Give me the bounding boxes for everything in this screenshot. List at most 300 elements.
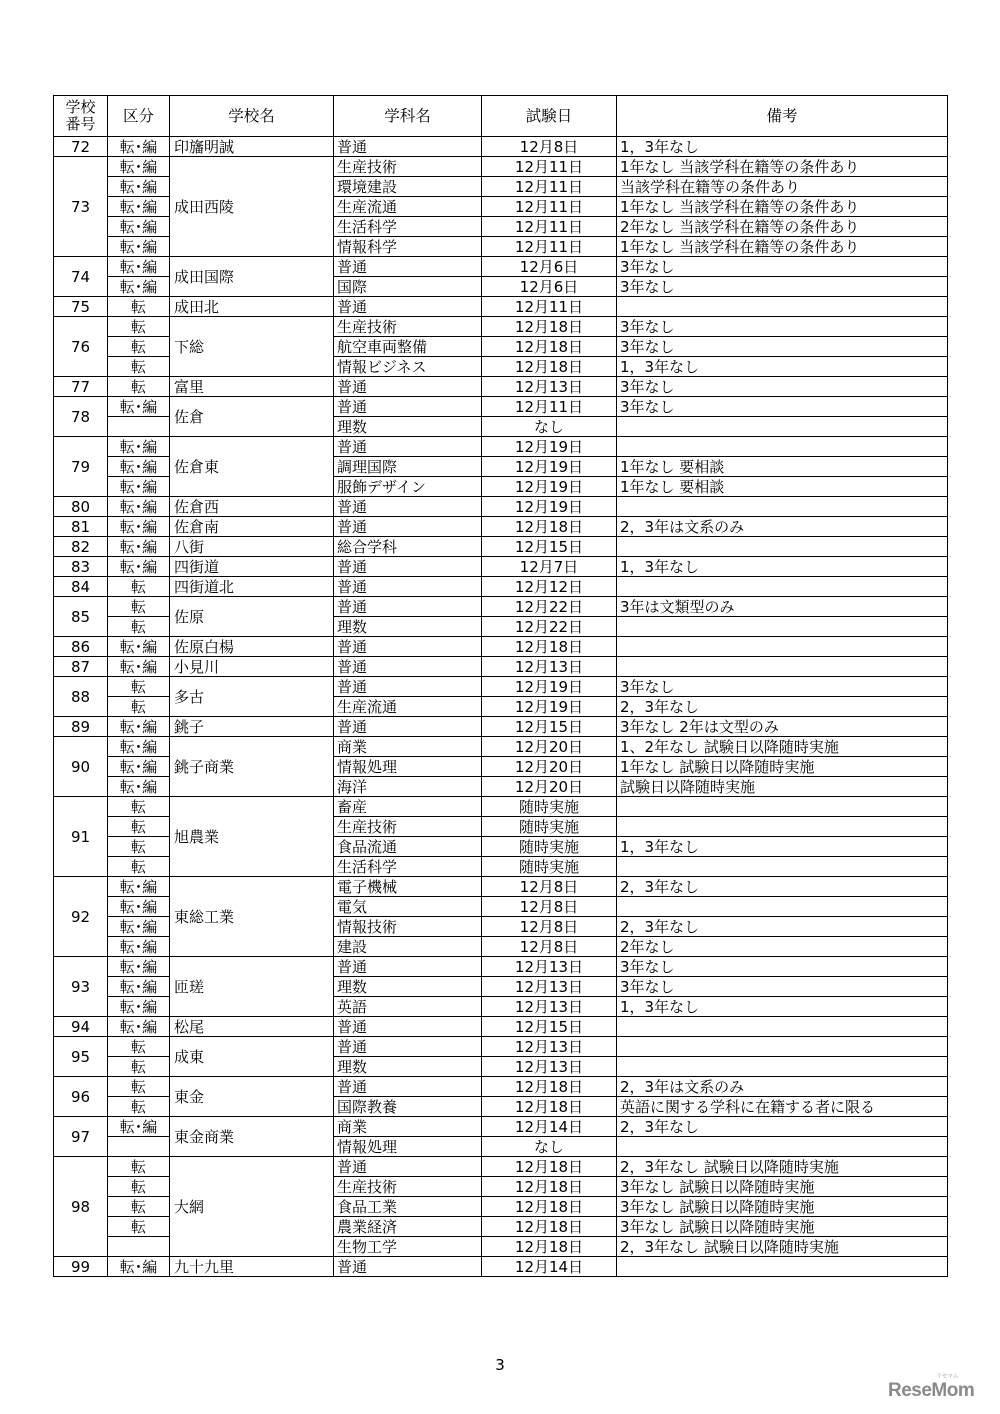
table-row xyxy=(54,1157,948,1177)
school-number-cell: 90 xyxy=(54,737,108,797)
table-row xyxy=(54,737,948,757)
notes-cell: 2，3年なし xyxy=(617,697,948,717)
kubun-cell: 転･編 xyxy=(108,1257,170,1277)
school-number-cell: 73 xyxy=(54,157,108,257)
school-name-cell: 成田西陵 xyxy=(170,157,334,257)
notes-cell: 3年は文類型のみ xyxy=(617,597,948,617)
kubun-cell: 転･編 xyxy=(108,177,170,197)
exam-date-cell: 12月20日 xyxy=(482,777,617,797)
school-name-cell: 大網 xyxy=(170,1157,334,1257)
exam-date-cell: 12月13日 xyxy=(482,997,617,1017)
department-cell: 商業 xyxy=(334,1117,482,1137)
kubun-cell xyxy=(108,1237,170,1257)
department-cell: 普通 xyxy=(334,637,482,657)
kubun-cell: 転･編 xyxy=(108,737,170,757)
exam-date-cell: なし xyxy=(482,1137,617,1157)
exam-date-cell: 12月14日 xyxy=(482,1257,617,1277)
kubun-cell: 転･編 xyxy=(108,497,170,517)
notes-cell xyxy=(617,497,948,517)
notes-cell: 1年なし 当該学科在籍等の条件あり xyxy=(617,237,948,257)
school-name-cell: 九十九里 xyxy=(170,1257,334,1277)
table-row xyxy=(54,257,948,277)
exam-date-cell: 12月18日 xyxy=(482,337,617,357)
department-cell: 普通 xyxy=(334,1017,482,1037)
exam-date-cell: 12月20日 xyxy=(482,737,617,757)
kubun-cell: 転 xyxy=(108,1037,170,1057)
notes-cell: 1年なし 当該学科在籍等の条件あり xyxy=(617,157,948,177)
department-cell: 商業 xyxy=(334,737,482,757)
kubun-cell: 転･編 xyxy=(108,137,170,157)
kubun-cell: 転 xyxy=(108,357,170,377)
notes-cell: 1，3年なし xyxy=(617,837,948,857)
kubun-cell: 転 xyxy=(108,617,170,637)
department-cell: 電気 xyxy=(334,897,482,917)
header-exam-date: 試験日 xyxy=(482,96,617,137)
header-kubun: 区分 xyxy=(108,96,170,137)
school-number-cell: 83 xyxy=(54,557,108,577)
table-row xyxy=(54,137,948,157)
header-school-name: 学校名 xyxy=(170,96,334,137)
notes-cell: 2年なし 当該学科在籍等の条件あり xyxy=(617,217,948,237)
exam-date-cell: 随時実施 xyxy=(482,797,617,817)
notes-cell: 2，3年は文系のみ xyxy=(617,1077,948,1097)
school-name-cell: 成田国際 xyxy=(170,257,334,297)
exam-date-cell: 12月11日 xyxy=(482,397,617,417)
notes-cell: 1年なし 要相談 xyxy=(617,477,948,497)
table-row xyxy=(54,377,948,397)
kubun-cell: 転･編 xyxy=(108,757,170,777)
department-cell: 情報処理 xyxy=(334,757,482,777)
school-name-cell: 東金商業 xyxy=(170,1117,334,1157)
exam-date-cell: 12月18日 xyxy=(482,357,617,377)
department-cell: 環境建設 xyxy=(334,177,482,197)
exam-date-cell: 12月6日 xyxy=(482,277,617,297)
school-name-cell: 東総工業 xyxy=(170,877,334,957)
table-row xyxy=(54,637,948,657)
table-row xyxy=(54,1117,948,1137)
department-cell: 建設 xyxy=(334,937,482,957)
notes-cell xyxy=(617,417,948,437)
exam-date-cell: 12月18日 xyxy=(482,1157,617,1177)
department-cell: 畜産 xyxy=(334,797,482,817)
notes-cell: 3年なし xyxy=(617,317,948,337)
school-number-cell: 98 xyxy=(54,1157,108,1257)
kubun-cell: 転･編 xyxy=(108,637,170,657)
kubun-cell: 転 xyxy=(108,597,170,617)
table-row xyxy=(54,797,948,817)
exam-date-cell: 12月22日 xyxy=(482,597,617,617)
kubun-cell: 転･編 xyxy=(108,717,170,737)
department-cell: 普通 xyxy=(334,517,482,537)
department-cell: 生産技術 xyxy=(334,157,482,177)
school-name-cell: 富里 xyxy=(170,377,334,397)
resemom-logo xyxy=(888,1374,975,1402)
notes-cell: 2，3年なし xyxy=(617,917,948,937)
exam-date-cell: 12月11日 xyxy=(482,157,617,177)
exam-date-cell: 12月13日 xyxy=(482,1057,617,1077)
table-row xyxy=(54,317,948,337)
exam-date-cell: 12月19日 xyxy=(482,497,617,517)
exam-date-cell: 12月11日 xyxy=(482,177,617,197)
notes-cell: 1年なし 試験日以降随時実施 xyxy=(617,757,948,777)
department-cell: 普通 xyxy=(334,577,482,597)
table-row xyxy=(54,577,948,597)
exam-date-cell: 12月8日 xyxy=(482,917,617,937)
notes-cell: 1年なし 当該学科在籍等の条件あり xyxy=(617,197,948,217)
exam-date-cell: 12月8日 xyxy=(482,137,617,157)
school-number-cell: 93 xyxy=(54,957,108,1017)
school-name-cell: 佐倉 xyxy=(170,397,334,437)
school-number-cell: 85 xyxy=(54,597,108,637)
department-cell: 理数 xyxy=(334,617,482,637)
exam-date-cell: 12月13日 xyxy=(482,377,617,397)
department-cell: 国際 xyxy=(334,277,482,297)
school-name-cell: 旭農業 xyxy=(170,797,334,877)
school-number-cell: 77 xyxy=(54,377,108,397)
notes-cell: 3年なし xyxy=(617,337,948,357)
notes-cell xyxy=(617,637,948,657)
exam-date-cell: 12月13日 xyxy=(482,977,617,997)
exam-date-cell: 随時実施 xyxy=(482,837,617,857)
kubun-cell: 転･編 xyxy=(108,537,170,557)
kubun-cell: 転･編 xyxy=(108,977,170,997)
kubun-cell: 転･編 xyxy=(108,197,170,217)
kubun-cell: 転･編 xyxy=(108,437,170,457)
school-name-cell: 印旛明誠 xyxy=(170,137,334,157)
department-cell: 普通 xyxy=(334,497,482,517)
department-cell: 国際教養 xyxy=(334,1097,482,1117)
school-name-cell: 佐原白楊 xyxy=(170,637,334,657)
school-transfer-exam-table xyxy=(53,95,948,1277)
table-row xyxy=(54,557,948,577)
school-number-cell: 78 xyxy=(54,397,108,437)
exam-date-cell: 12月15日 xyxy=(482,537,617,557)
kubun-cell: 転･編 xyxy=(108,997,170,1017)
school-number-cell: 79 xyxy=(54,437,108,497)
page-number: 3 xyxy=(495,1356,505,1374)
kubun-cell: 転･編 xyxy=(108,957,170,977)
notes-cell: 2，3年なし xyxy=(617,1117,948,1137)
exam-date-cell: 12月18日 xyxy=(482,1097,617,1117)
kubun-cell: 転 xyxy=(108,1197,170,1217)
exam-date-cell: 12月18日 xyxy=(482,637,617,657)
notes-cell: 2年なし xyxy=(617,937,948,957)
exam-date-cell: 12月11日 xyxy=(482,217,617,237)
exam-date-cell: 12月13日 xyxy=(482,1037,617,1057)
exam-date-cell: 12月18日 xyxy=(482,517,617,537)
notes-cell xyxy=(617,657,948,677)
notes-cell: 英語に関する学科に在籍する者に限る xyxy=(617,1097,948,1117)
exam-date-cell: 12月12日 xyxy=(482,577,617,597)
table-row xyxy=(54,157,948,177)
department-cell: 普通 xyxy=(334,377,482,397)
kubun-cell: 転 xyxy=(108,1057,170,1077)
notes-cell xyxy=(617,1257,948,1277)
school-name-cell: 東金 xyxy=(170,1077,334,1117)
table-body xyxy=(54,137,948,1277)
notes-cell: 3年なし xyxy=(617,277,948,297)
exam-date-cell: 12月19日 xyxy=(482,677,617,697)
kubun-cell: 転･編 xyxy=(108,777,170,797)
logo-kana: リセマム xyxy=(936,1374,958,1380)
kubun-cell: 転･編 xyxy=(108,1117,170,1137)
department-cell: 普通 xyxy=(334,257,482,277)
exam-date-cell: 12月19日 xyxy=(482,437,617,457)
table-row xyxy=(54,1017,948,1037)
table-row xyxy=(54,1077,948,1097)
exam-date-cell: 12月14日 xyxy=(482,1117,617,1137)
school-number-cell: 72 xyxy=(54,137,108,157)
department-cell: 普通 xyxy=(334,137,482,157)
school-number-cell: 91 xyxy=(54,797,108,877)
department-cell: 情報科学 xyxy=(334,237,482,257)
notes-cell xyxy=(617,297,948,317)
school-name-cell: 佐原 xyxy=(170,597,334,637)
exam-date-cell: 12月22日 xyxy=(482,617,617,637)
table-row xyxy=(54,537,948,557)
notes-cell xyxy=(617,857,948,877)
kubun-cell: 転 xyxy=(108,797,170,817)
kubun-cell: 転･編 xyxy=(108,937,170,957)
school-name-cell: 成田北 xyxy=(170,297,334,317)
school-number-cell: 75 xyxy=(54,297,108,317)
school-name-cell: 下総 xyxy=(170,317,334,377)
kubun-cell: 転 xyxy=(108,857,170,877)
department-cell: 生産流通 xyxy=(334,697,482,717)
kubun-cell: 転 xyxy=(108,697,170,717)
school-number-cell: 88 xyxy=(54,677,108,717)
school-name-cell: 銚子商業 xyxy=(170,737,334,797)
department-cell: 服飾デザイン xyxy=(334,477,482,497)
exam-date-cell: 12月7日 xyxy=(482,557,617,577)
kubun-cell: 転･編 xyxy=(108,557,170,577)
notes-cell: 3年なし xyxy=(617,377,948,397)
department-cell: 普通 xyxy=(334,657,482,677)
exam-date-cell: 随時実施 xyxy=(482,817,617,837)
exam-date-cell: 12月8日 xyxy=(482,877,617,897)
department-cell: 農業経済 xyxy=(334,1217,482,1237)
school-number-cell: 95 xyxy=(54,1037,108,1077)
kubun-cell: 転 xyxy=(108,1217,170,1237)
school-name-cell: 佐倉東 xyxy=(170,437,334,497)
school-number-cell: 81 xyxy=(54,517,108,537)
notes-cell xyxy=(617,1137,948,1157)
kubun-cell: 転･編 xyxy=(108,277,170,297)
department-cell: 調理国際 xyxy=(334,457,482,477)
notes-cell: 3年なし xyxy=(617,257,948,277)
department-cell: 食品流通 xyxy=(334,837,482,857)
table-row xyxy=(54,657,948,677)
exam-date-cell: 12月18日 xyxy=(482,1177,617,1197)
exam-date-cell: 12月11日 xyxy=(482,297,617,317)
department-cell: 生物工学 xyxy=(334,1237,482,1257)
school-number-cell: 80 xyxy=(54,497,108,517)
school-name-cell: 銚子 xyxy=(170,717,334,737)
department-cell: 情報ビジネス xyxy=(334,357,482,377)
exam-date-cell: 12月8日 xyxy=(482,897,617,917)
table-row xyxy=(54,597,948,617)
department-cell: 普通 xyxy=(334,297,482,317)
table-row xyxy=(54,1257,948,1277)
exam-date-cell: 12月6日 xyxy=(482,257,617,277)
notes-cell: 1年なし 要相談 xyxy=(617,457,948,477)
notes-cell: 2，3年なし xyxy=(617,877,948,897)
department-cell: 普通 xyxy=(334,1257,482,1277)
school-number-cell: 82 xyxy=(54,537,108,557)
department-cell: 普通 xyxy=(334,1077,482,1097)
notes-cell xyxy=(617,1017,948,1037)
kubun-cell: 転･編 xyxy=(108,397,170,417)
department-cell: 海洋 xyxy=(334,777,482,797)
table-row xyxy=(54,297,948,317)
header-school-no-line2: 番号 xyxy=(65,115,96,133)
kubun-cell: 転･編 xyxy=(108,517,170,537)
table-row xyxy=(54,437,948,457)
school-number-cell: 94 xyxy=(54,1017,108,1037)
exam-date-cell: 随時実施 xyxy=(482,857,617,877)
exam-date-cell: 12月20日 xyxy=(482,757,617,777)
kubun-cell: 転 xyxy=(108,1097,170,1117)
exam-date-cell: 12月15日 xyxy=(482,1017,617,1037)
notes-cell xyxy=(617,897,948,917)
department-cell: 情報処理 xyxy=(334,1137,482,1157)
header-notes: 備考 xyxy=(617,96,948,137)
department-cell: 生産流通 xyxy=(334,197,482,217)
notes-cell: 1，3年なし xyxy=(617,997,948,1017)
notes-cell xyxy=(617,817,948,837)
department-cell: 理数 xyxy=(334,417,482,437)
exam-date-cell: 12月19日 xyxy=(482,477,617,497)
kubun-cell: 転･編 xyxy=(108,1017,170,1037)
notes-cell: 2，3年なし 試験日以降随時実施 xyxy=(617,1237,948,1257)
department-cell: 生活科学 xyxy=(334,857,482,877)
school-number-cell: 87 xyxy=(54,657,108,677)
exam-date-cell: 12月13日 xyxy=(482,957,617,977)
department-cell: 普通 xyxy=(334,957,482,977)
department-cell: 生活科学 xyxy=(334,217,482,237)
school-number-cell: 97 xyxy=(54,1117,108,1157)
school-name-cell: 佐倉西 xyxy=(170,497,334,517)
school-name-cell: 松尾 xyxy=(170,1017,334,1037)
school-number-cell: 96 xyxy=(54,1077,108,1117)
kubun-cell: 転 xyxy=(108,317,170,337)
exam-date-cell: 12月18日 xyxy=(482,317,617,337)
kubun-cell: 転 xyxy=(108,577,170,597)
logo-text: ReseMom xyxy=(888,1380,975,1401)
kubun-cell: 転･編 xyxy=(108,257,170,277)
department-cell: 普通 xyxy=(334,717,482,737)
kubun-cell: 転 xyxy=(108,1157,170,1177)
exam-date-cell: 12月8日 xyxy=(482,937,617,957)
school-name-cell: 四街道北 xyxy=(170,577,334,597)
kubun-cell xyxy=(108,1137,170,1157)
notes-cell: 3年なし xyxy=(617,957,948,977)
exam-date-cell: 12月18日 xyxy=(482,1237,617,1257)
department-cell: 理数 xyxy=(334,1057,482,1077)
exam-date-cell: 12月11日 xyxy=(482,197,617,217)
exam-date-cell: なし xyxy=(482,417,617,437)
kubun-cell: 転･編 xyxy=(108,237,170,257)
department-cell: 電子機械 xyxy=(334,877,482,897)
notes-cell: 3年なし 試験日以降随時実施 xyxy=(617,1197,948,1217)
department-cell: 普通 xyxy=(334,677,482,697)
school-number-cell: 84 xyxy=(54,577,108,597)
exam-date-cell: 12月19日 xyxy=(482,457,617,477)
table-row xyxy=(54,1037,948,1057)
kubun-cell: 転･編 xyxy=(108,157,170,177)
department-cell: 普通 xyxy=(334,1157,482,1177)
exam-date-cell: 12月19日 xyxy=(482,697,617,717)
kubun-cell: 転 xyxy=(108,1177,170,1197)
exam-date-cell: 12月18日 xyxy=(482,1077,617,1097)
header-school-no-line1: 学校 xyxy=(65,98,96,116)
department-cell: 普通 xyxy=(334,1037,482,1057)
department-cell: 普通 xyxy=(334,437,482,457)
kubun-cell: 転 xyxy=(108,337,170,357)
department-cell: 普通 xyxy=(334,557,482,577)
notes-cell xyxy=(617,437,948,457)
department-cell: 生産技術 xyxy=(334,1177,482,1197)
notes-cell xyxy=(617,797,948,817)
department-cell: 理数 xyxy=(334,977,482,997)
kubun-cell xyxy=(108,417,170,437)
notes-cell: 試験日以降随時実施 xyxy=(617,777,948,797)
school-number-cell: 99 xyxy=(54,1257,108,1277)
kubun-cell: 転 xyxy=(108,837,170,857)
table-row xyxy=(54,397,948,417)
kubun-cell: 転 xyxy=(108,677,170,697)
notes-cell xyxy=(617,1037,948,1057)
department-cell: 生産技術 xyxy=(334,317,482,337)
notes-cell: 3年なし xyxy=(617,677,948,697)
exam-date-cell: 12月13日 xyxy=(482,657,617,677)
notes-cell: 3年なし xyxy=(617,397,948,417)
kubun-cell: 転･編 xyxy=(108,477,170,497)
header-row xyxy=(54,96,948,137)
kubun-cell: 転･編 xyxy=(108,877,170,897)
notes-cell: 1、2年なし 試験日以降随時実施 xyxy=(617,737,948,757)
notes-cell: 3年なし 試験日以降随時実施 xyxy=(617,1217,948,1237)
department-cell: 総合学科 xyxy=(334,537,482,557)
kubun-cell: 転･編 xyxy=(108,217,170,237)
table-row xyxy=(54,957,948,977)
department-cell: 普通 xyxy=(334,597,482,617)
kubun-cell: 転 xyxy=(108,817,170,837)
school-name-cell: 成東 xyxy=(170,1037,334,1077)
school-name-cell: 佐倉南 xyxy=(170,517,334,537)
notes-cell: 1，3年なし xyxy=(617,557,948,577)
department-cell: 食品工業 xyxy=(334,1197,482,1217)
notes-cell xyxy=(617,1057,948,1077)
school-name-cell: 八街 xyxy=(170,537,334,557)
school-name-cell: 多古 xyxy=(170,677,334,717)
exam-date-cell: 12月15日 xyxy=(482,717,617,737)
school-transfer-exam-table-container xyxy=(53,95,947,1277)
department-cell: 普通 xyxy=(334,397,482,417)
notes-cell: 1，3年なし xyxy=(617,137,948,157)
school-number-cell: 76 xyxy=(54,317,108,377)
notes-cell: 1，3年なし xyxy=(617,357,948,377)
notes-cell: 2，3年なし 試験日以降随時実施 xyxy=(617,1157,948,1177)
department-cell: 航空車両整備 xyxy=(334,337,482,357)
kubun-cell: 転･編 xyxy=(108,897,170,917)
notes-cell: 3年なし xyxy=(617,977,948,997)
department-cell: 英語 xyxy=(334,997,482,1017)
table-row xyxy=(54,877,948,897)
school-name-cell: 四街道 xyxy=(170,557,334,577)
notes-cell xyxy=(617,537,948,557)
school-number-cell: 92 xyxy=(54,877,108,957)
